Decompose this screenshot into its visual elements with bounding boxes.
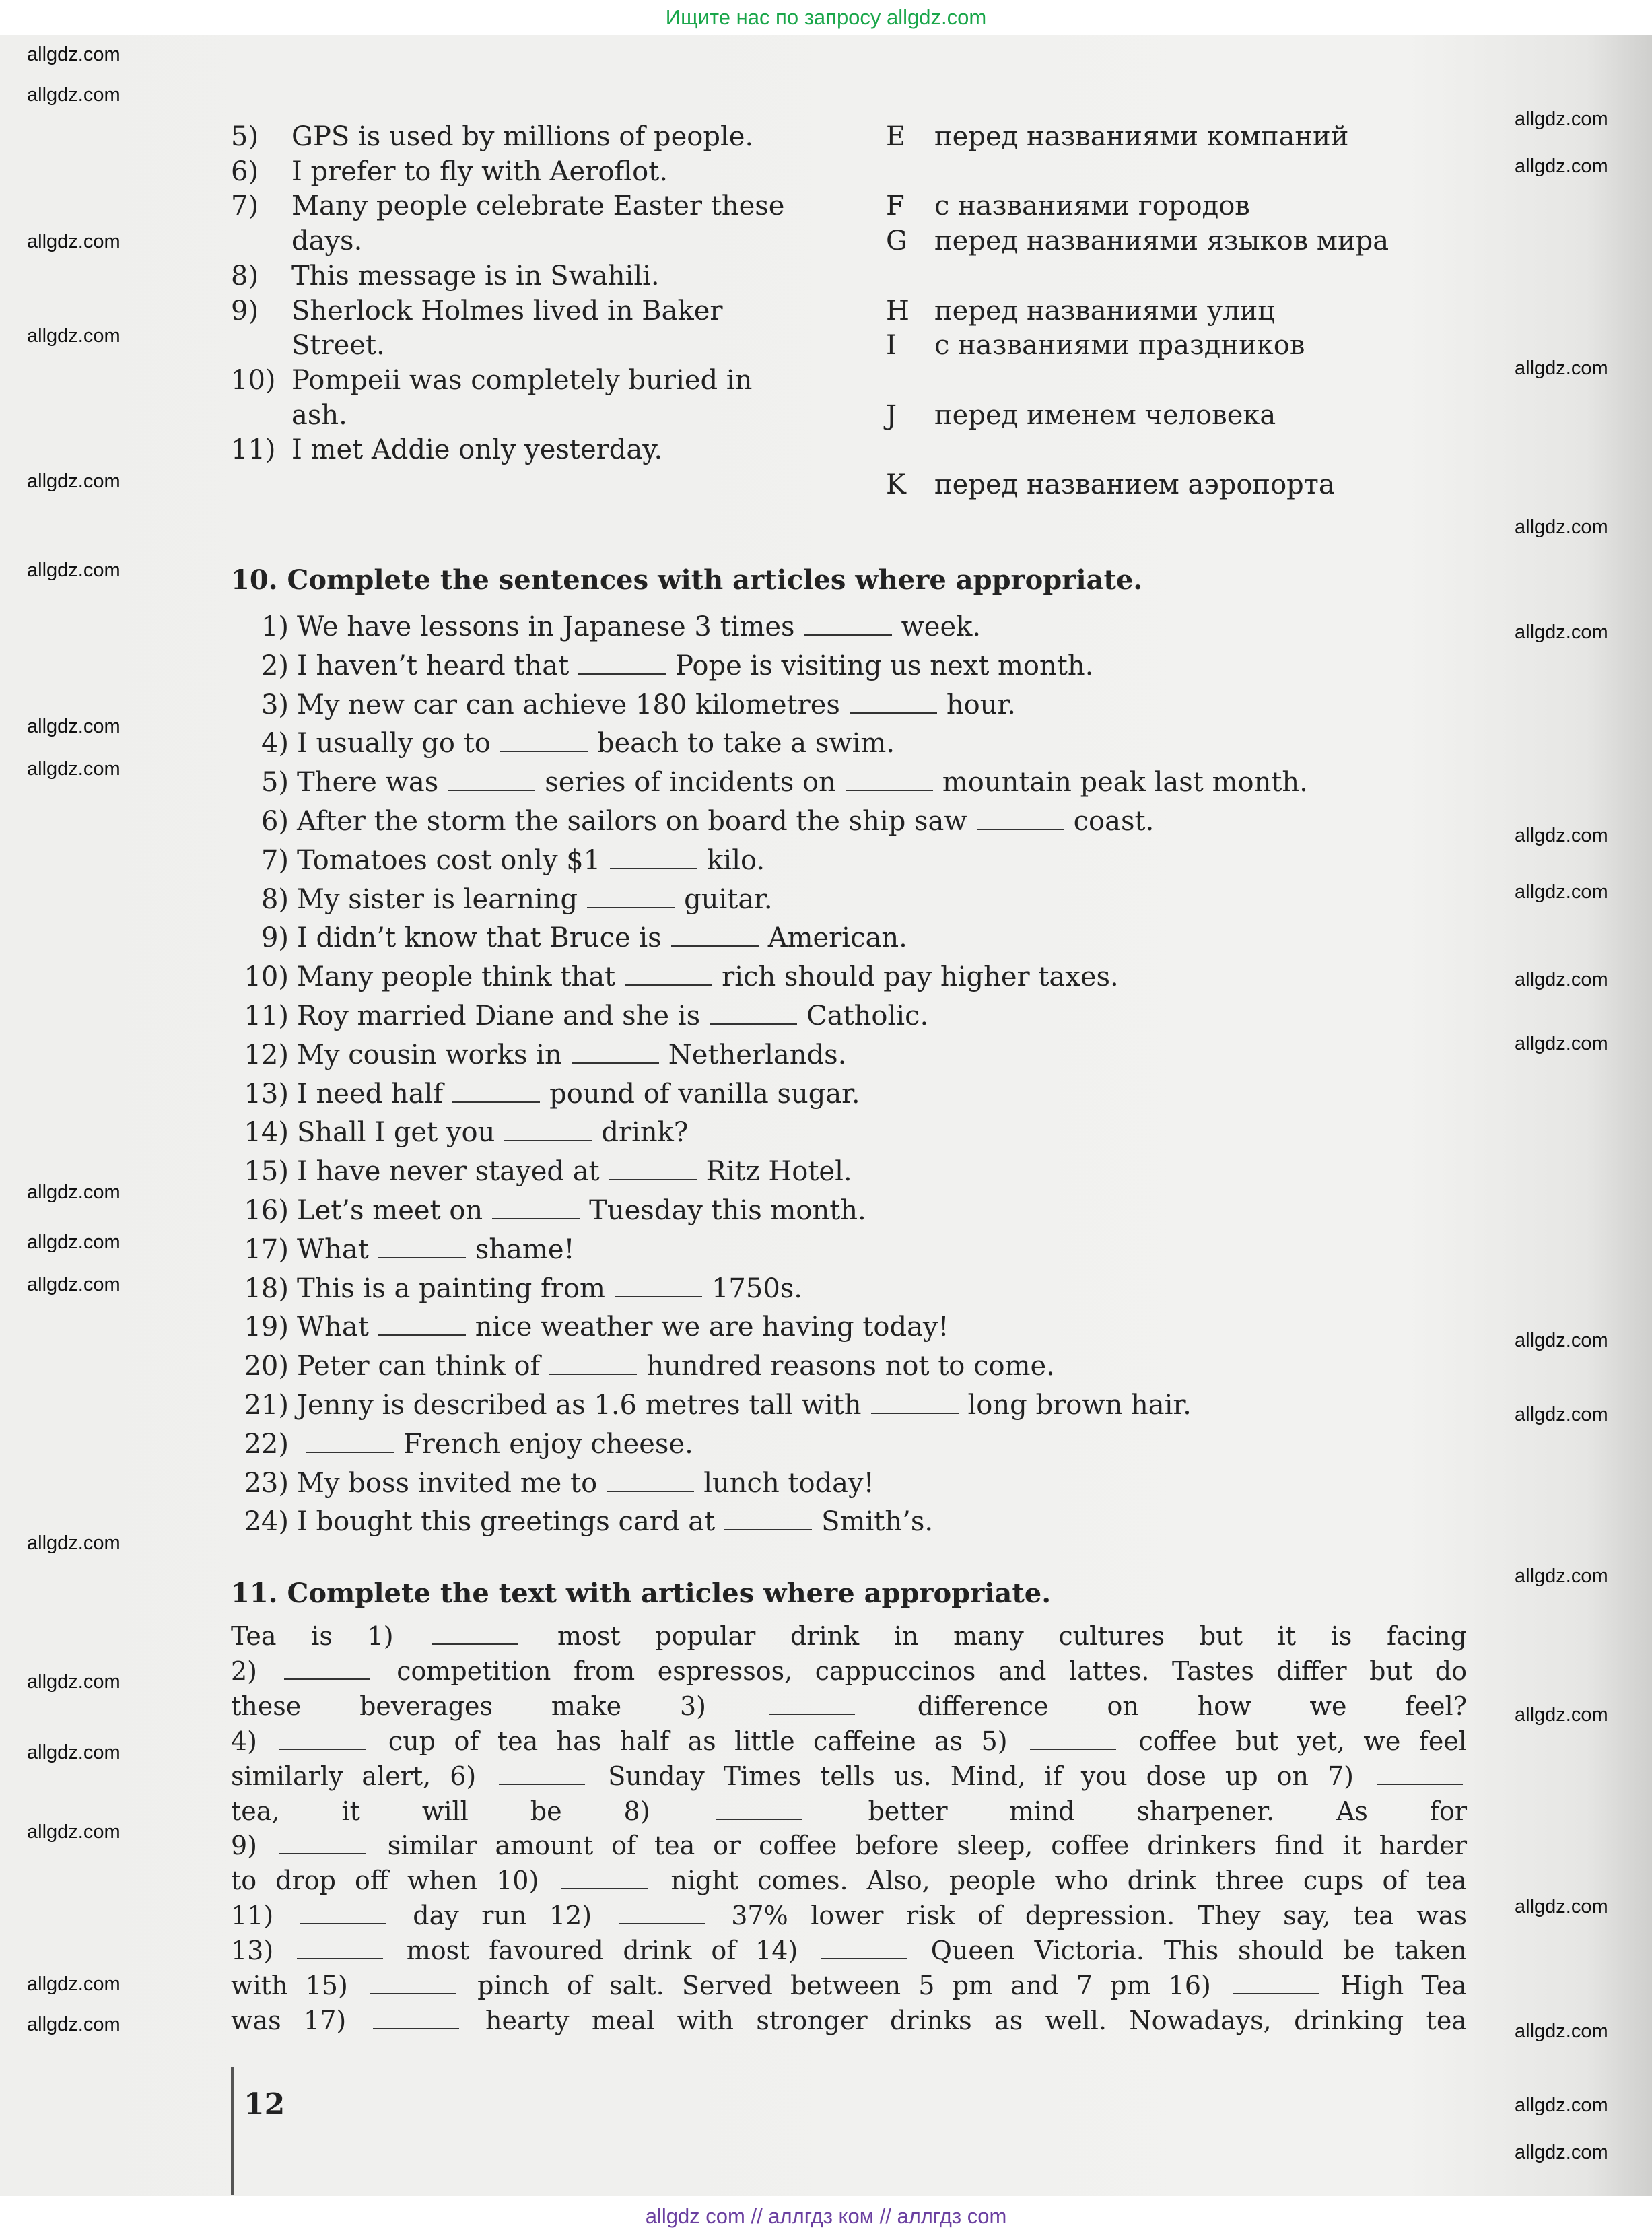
sentence-text: I prefer to fly with Aeroflot. [291,156,668,187]
sentence-text: Pope is visiting us next month. [675,650,1094,681]
item-number: 14) [244,1117,289,1149]
item-number: 5) [261,767,289,799]
sentence-text: kilo. [707,844,765,876]
item-number: 12) [244,1039,289,1071]
answer-blank[interactable] [504,1120,592,1141]
sentence-row [231,1116,688,1149]
watermark-text: allgdz.com [27,231,121,252]
sentence-text: What [297,1233,369,1265]
sentence-text: French enjoy cheese. [403,1428,693,1460]
text-segment: with 15) [231,1971,348,2000]
sentence-text: lunch today! [703,1467,874,1499]
watermark-text: allgdz.com [1515,969,1608,990]
option-letter: J [886,399,897,431]
watermark-text: allgdz.com [27,1973,121,1995]
answer-blank[interactable] [452,1081,540,1103]
sentence-text: guitar. [684,883,773,915]
option-letter: F [886,191,905,222]
sentence-text: nice weather we are having today! [475,1312,949,1343]
sentence-row [231,688,1016,722]
sentence-row [231,883,773,916]
sentence-text: rich should pay higher taxes. [722,961,1119,993]
text-segment: better mind sharpener. As for [868,1796,1467,1826]
sentence-text: beach to take a swim. [596,728,895,759]
page-margin-line [231,2067,234,2195]
item-number: 13) [244,1078,289,1110]
sentence-row [231,844,765,877]
item-number: 3) [261,689,289,720]
answer-blank[interactable] [492,1198,580,1219]
matching-sentence [231,364,752,397]
watermark-text: allgdz.com [1515,358,1608,379]
sentence-text: My boss invited me to [297,1467,598,1499]
sentence-text: I bought this greetings card at [297,1506,716,1538]
option-letter: G [886,226,907,257]
watermark-text: allgdz.com [27,2014,121,2035]
text-line [231,1899,1467,1932]
sentence-row [231,649,1093,683]
sentence-text: Peter can think of [297,1351,541,1382]
sentence-row [231,1388,1192,1422]
watermark-text: allgdz.com [27,1231,121,1253]
sentence-text: I haven’t heard that [297,650,570,681]
sentence-row [231,1038,846,1072]
item-number: 10) [244,961,289,993]
watermark-text: allgdz.com [27,1821,121,1843]
text-line [231,1794,1467,1828]
matching-sentence [231,224,362,258]
watermark-text: allgdz.com [1515,516,1608,538]
sentence-row [231,1233,575,1266]
matching-option [886,468,1335,502]
answer-blank[interactable] [572,1042,659,1064]
text-segment: most favoured drink of 14) [406,1936,798,1966]
sentence-text: long brown hair. [967,1390,1192,1421]
sentence-text: My new car can achieve 180 kilometres [297,689,840,720]
answer-blank[interactable] [769,1693,855,1715]
watermark-text: allgdz.com [1515,156,1608,177]
matching-sentence [231,294,723,328]
item-number: 9) [261,922,289,954]
sentence-text: pound of vanilla sugar. [549,1078,860,1110]
text-segment: 9) [231,1831,258,1861]
answer-blank[interactable] [615,1276,702,1297]
answer-blank[interactable] [432,1623,518,1645]
option-text: перед названиями улиц [934,295,1276,327]
text-segment: 4) [231,1726,258,1756]
item-number: 19) [244,1312,289,1343]
text-line [231,1724,1467,1758]
matching-option [886,399,1276,432]
sentence-text: Jenny is described as 1.6 metres tall with [297,1390,862,1421]
sentence-text: Sherlock Holmes lived in Baker [291,295,723,327]
text-segment: these beverages make 3) [231,1691,706,1721]
answer-blank[interactable] [300,1903,386,1924]
item-number: 6) [231,156,259,187]
matching-option [886,329,1305,362]
sentence-text: series of incidents on [545,767,836,799]
answer-blank[interactable] [549,1353,637,1375]
text-line [231,2004,1467,2037]
text-segment: day run 12) [413,1901,592,1931]
text-segment: similar amount of tea or coffee before sleep, coffee drinkers find it harder [387,1831,1467,1861]
sentence-text: Tomatoes cost only $1 [297,844,601,876]
sentence-text: Netherlands. [668,1039,847,1071]
sentence-text: week. [901,611,982,642]
answer-blank[interactable] [448,770,535,791]
sentence-text: This is a painting from [297,1273,605,1304]
answer-blank[interactable] [1377,1763,1463,1785]
answer-blank[interactable] [499,1763,585,1785]
sentence-row [231,960,1119,994]
watermark-text: allgdz.com [1515,1896,1608,1918]
answer-blank[interactable] [378,1314,466,1336]
sentence-text: shame! [475,1233,575,1265]
sentence-text: There was [297,767,439,799]
item-number: 8) [231,260,259,292]
watermark-text: allgdz.com [1515,825,1608,846]
sentence-text: This message is in Swahili. [291,260,660,292]
sentence-text: Catholic. [806,1001,929,1031]
answer-blank[interactable] [306,1431,394,1453]
text-segment: similarly alert, 6) [231,1761,477,1791]
sentence-text: mountain peak last month. [942,767,1308,799]
answer-blank[interactable] [279,1833,366,1854]
text-segment: night comes. Also, people who drink three cups of tea [670,1866,1467,1896]
option-text: перед названием аэропорта [934,469,1335,500]
item-number: 15) [244,1156,289,1188]
option-text: с названиями праздников [934,330,1305,362]
text-line [231,1759,1467,1793]
sentence-row [231,1155,852,1188]
text-segment: High Tea [1340,1971,1467,2000]
item-number: 5) [231,121,259,152]
matching-option [886,224,1389,258]
watermark-text: allgdz.com [1515,2142,1608,2163]
watermark-text: allgdz.com [27,1742,121,1763]
sentence-row [231,1505,933,1538]
matching-sentence [231,120,753,154]
item-number: 2) [261,650,289,681]
answer-blank[interactable] [279,1728,366,1750]
watermark-text: allgdz.com [1515,1704,1608,1726]
answer-blank[interactable] [297,1938,383,1959]
sentence-row [231,999,928,1033]
answer-blank[interactable] [710,1003,797,1025]
text-segment: 2) [231,1656,258,1686]
text-segment: Sunday Times tells us. Mind, if you dose up on 7) [608,1761,1354,1791]
watermark-text: allgdz.com [27,84,121,106]
item-number: 22) [244,1428,289,1460]
watermark-text: allgdz.com [1515,1033,1608,1054]
answer-blank[interactable] [850,692,937,714]
bottom-banner[interactable]: allgdz com // аллгдз ком // аллгдз com [645,2204,1007,2228]
sentence-text: Smith’s. [821,1506,934,1538]
sentence-text: GPS is used by millions of people. [291,121,754,152]
item-number: 24) [244,1506,289,1538]
sentence-row [231,1466,874,1500]
sentence-row [231,1194,866,1227]
answer-blank[interactable] [1233,1973,1319,1994]
text-segment: 13) [231,1936,274,1966]
option-text: с названиями городов [934,191,1250,222]
watermark-text: allgdz.com [1515,881,1608,903]
matching-option [886,294,1275,328]
exercise-11-title: 11. Complete the text with articles where appropriate. [231,1578,1052,1609]
option-letter: E [886,121,906,152]
sentence-text: hundred reasons not to come. [646,1351,1055,1382]
answer-blank[interactable] [716,1798,802,1820]
item-number: 17) [244,1233,289,1265]
sentence-row [231,1272,802,1306]
text-segment: hearty meal with stronger drinks as well. Nowadays, drinking tea [485,2005,1467,2035]
answer-blank[interactable] [625,964,712,986]
text-line [231,1829,1467,1862]
item-number: 8) [261,883,289,915]
sentence-text: Many people celebrate Easter these [291,191,785,222]
item-number: 7) [231,191,259,222]
sentence-text: 1750s. [711,1273,803,1304]
watermark-text: allgdz.com [27,1274,121,1295]
answer-blank[interactable] [373,2008,459,2029]
sentence-text: hour. [946,689,1016,720]
watermark-text: allgdz.com [1515,1404,1608,1425]
option-letter: I [886,330,897,362]
item-number: 9) [231,295,259,327]
sentence-text: American. [767,922,907,954]
answer-blank[interactable] [561,1868,648,1889]
text-line [231,1934,1467,1967]
text-line [231,1864,1467,1897]
text-segment: coffee but yet, we feel [1138,1726,1467,1756]
answer-blank[interactable] [871,1392,959,1414]
text-segment: 37% lower risk of depression. They say, tea was [731,1901,1467,1931]
matching-sentence [231,189,784,223]
sentence-row [231,1349,1055,1383]
text-segment: most popular drink in many cultures but it is facing [557,1621,1467,1651]
sentence-row [231,805,1154,838]
sentence-text: I have never stayed at [297,1156,600,1188]
answer-blank[interactable] [500,731,588,752]
watermark-text: allgdz.com [27,1532,121,1554]
item-number: 11) [244,1001,289,1031]
watermark-text: allgdz.com [27,44,121,65]
matching-sentence [231,259,660,293]
item-number: 23) [244,1467,289,1499]
text-segment: to drop off when 10) [231,1866,539,1896]
sentence-row [231,726,895,760]
text-segment: Queen Victoria. This should be taken [930,1936,1467,1966]
sentence-row [231,1310,949,1344]
answer-blank[interactable] [607,1470,694,1492]
item-number: 20) [244,1351,289,1382]
sentence-row [231,921,907,955]
watermark-text: allgdz.com [1515,1565,1608,1587]
item-number: 1) [261,611,289,642]
sentence-text: Street. [291,330,385,362]
watermark-text: allgdz.com [1515,108,1608,130]
sentence-text: days. [291,226,363,257]
item-number: 10) [231,364,276,396]
answer-blank[interactable] [609,1159,697,1180]
watermark-text: allgdz.com [1515,2021,1608,2042]
watermark-text: allgdz.com [27,716,121,737]
watermark-text: allgdz.com [1515,1330,1608,1351]
text-line [231,1969,1467,2002]
page-number: 12 [244,2087,285,2122]
option-letter: H [886,295,909,327]
answer-blank[interactable] [821,1938,907,1959]
watermark-text: allgdz.com [27,560,121,581]
answer-blank[interactable] [1030,1728,1116,1750]
option-text: перед названиями компаний [934,121,1349,152]
exercise-10-title: 10. Complete the sentences with articles where appropriate. [231,564,1143,596]
sentence-text: Pompeii was completely buried in [291,364,753,396]
option-letter: K [886,469,906,500]
sentence-text: Shall I get you [297,1117,495,1149]
matching-option [886,189,1250,223]
sentence-text: Ritz Hotel. [705,1156,852,1188]
option-text: перед названиями языков мира [934,226,1389,257]
watermark-text: allgdz.com [1515,621,1608,643]
answer-blank[interactable] [846,770,933,791]
answer-blank[interactable] [619,1903,705,1924]
answer-blank[interactable] [284,1658,370,1680]
answer-blank[interactable] [370,1973,456,1994]
matching-option [886,120,1348,154]
answer-blank[interactable] [671,925,759,947]
watermark-text: allgdz.com [1515,2095,1608,2116]
matching-sentence [231,329,385,362]
sentence-text: We have lessons in Japanese 3 times [297,611,795,642]
item-number: 16) [244,1195,289,1226]
text-segment: cup of tea has half as little caffeine as 5) [388,1726,1008,1756]
sentence-text: I met Addie only yesterday. [291,434,663,466]
sentence-text: Let’s meet on [297,1195,483,1226]
text-line [231,1654,1467,1688]
answer-blank[interactable] [378,1237,466,1258]
sentence-text: drink? [601,1117,689,1149]
matching-sentence [231,399,347,432]
item-number: 11) [231,434,276,466]
item-number: 4) [261,728,289,759]
sentence-text: My cousin works in [297,1039,562,1071]
text-segment: 11) [231,1901,274,1931]
item-number: 18) [244,1273,289,1304]
sentence-text: I didn’t know that Bruce is [297,922,662,954]
sentence-text: My sister is learning [297,883,578,915]
text-line [231,1619,1467,1653]
item-number: 6) [261,806,289,837]
sentence-row [231,766,1308,799]
answer-blank[interactable] [804,614,892,636]
sentence-row [231,610,981,644]
text-segment: tea, it will be 8) [231,1796,650,1826]
sentence-text: coast. [1073,806,1155,837]
answer-blank[interactable] [610,848,697,869]
item-number: 21) [244,1390,289,1421]
top-banner[interactable]: Ищите нас по запросу allgdz.com [665,5,987,29]
watermark-text: allgdz.com [27,1671,121,1693]
answer-blank[interactable] [977,809,1064,830]
sentence-text: I usually go to [297,728,491,759]
watermark-text: allgdz.com [27,1182,121,1203]
watermark-text: allgdz.com [27,758,121,780]
sentence-row [231,1427,693,1461]
option-text: перед именем человека [934,399,1276,431]
matching-sentence [231,155,668,189]
text-segment: Tea is 1) [231,1621,394,1651]
item-number: 7) [261,844,289,876]
answer-blank[interactable] [587,887,675,908]
sentence-text: After the storm the sailors on board the ship saw [297,806,967,837]
sentence-text: ash. [291,399,347,431]
text-segment: difference on how we feel? [917,1691,1467,1721]
sentence-text: Roy married Diane and she is [297,1001,701,1031]
text-segment: pinch of salt. Served between 5 pm and 7 pm 16) [477,1971,1211,2000]
sentence-text: Many people think that [297,961,616,993]
watermark-text: allgdz.com [27,471,121,492]
sentence-row [231,1077,860,1111]
text-segment: was 17) [231,2005,347,2035]
text-segment: competition from espressos, cappuccinos and lattes. Tastes differ but do [397,1656,1467,1686]
text-line [231,1689,1467,1723]
answer-blank[interactable] [578,653,666,675]
answer-blank[interactable] [724,1509,812,1530]
sentence-text: I need half [297,1078,444,1110]
watermark-text: allgdz.com [27,325,121,347]
sentence-text: Tuesday this month. [589,1195,866,1226]
matching-sentence [231,433,662,467]
sentence-text: What [297,1312,369,1343]
